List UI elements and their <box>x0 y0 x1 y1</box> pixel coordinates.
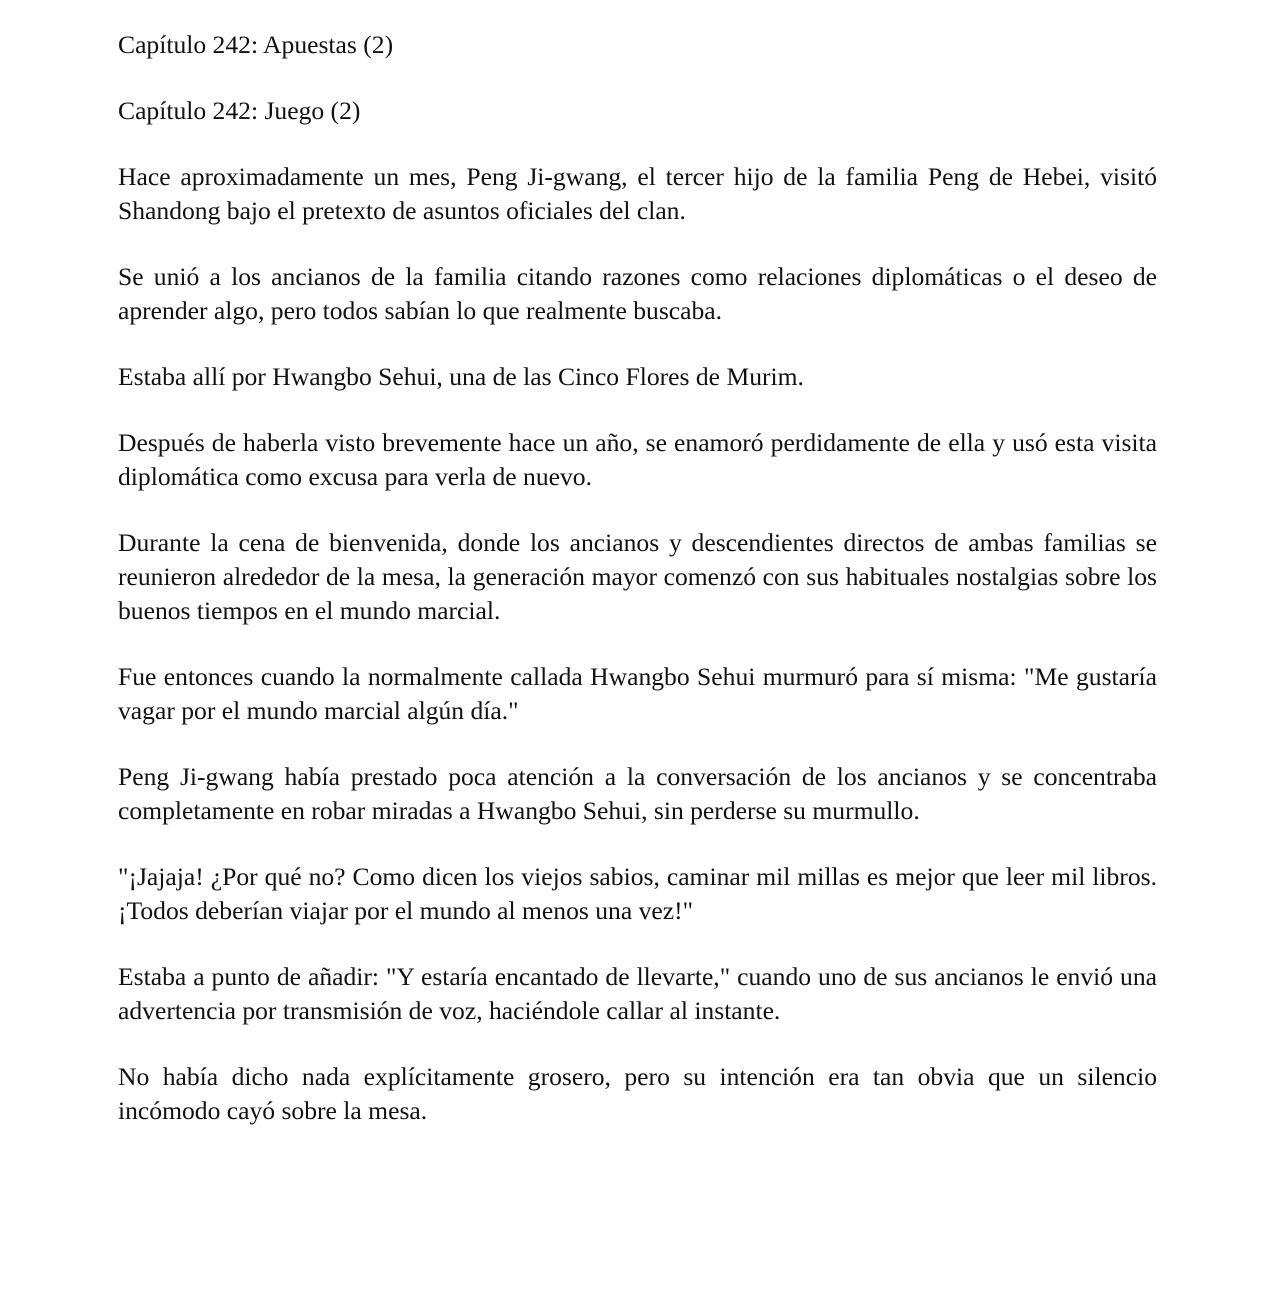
paragraph: "¡Jajaja! ¿Por qué no? Como dicen los viejos sabios, caminar mil millas es mejor que leer mil libros. ¡Todos deberían viajar por el mundo al menos una vez!" <box>118 862 1157 925</box>
paragraph: Peng Ji-gwang había prestado poca atención a la conversación de los ancianos y se concentraba completamente en robar miradas a Hwangbo Sehui, sin perderse su murmullo. <box>118 762 1157 825</box>
paragraph: Fue entonces cuando la normalmente callada Hwangbo Sehui murmuró para sí misma: "Me gustaría vagar por el mundo marcial algún día." <box>118 662 1157 725</box>
paragraph: Se unió a los ancianos de la familia citando razones como relaciones diplomáticas o el deseo de aprender algo, pero todos sabían lo que realmente buscaba. <box>118 262 1157 325</box>
paragraph: Estaba allí por Hwangbo Sehui, una de las Cinco Flores de Murim. <box>118 362 804 391</box>
chapter-title: Capítulo 242: Apuestas (2) <box>118 30 394 59</box>
paragraph: No había dicho nada explícitamente grosero, pero su intención era tan obvia que un silencio incómodo cayó sobre la mesa. <box>118 1062 1157 1125</box>
paragraph: Hace aproximadamente un mes, Peng Ji-gwang, el tercer hijo de la familia Peng de Hebei, visitó Shandong bajo el pretexto de asuntos oficiales del clan. <box>118 162 1157 225</box>
paragraph: Después de haberla visto brevemente hace un año, se enamoró perdidamente de ella y usó esta visita diplomática como excusa para verla de nuevo. <box>118 428 1157 491</box>
chapter-subtitle: Capítulo 242: Juego (2) <box>118 96 361 125</box>
document-page <box>118 28 1157 1128</box>
paragraph: Estaba a punto de añadir: "Y estaría encantado de llevarte," cuando uno de sus ancianos le envió una advertencia por transmisión de voz, haciéndole callar al instante. <box>118 962 1157 1025</box>
paragraph: Durante la cena de bienvenida, donde los ancianos y descendientes directos de ambas familias se reunieron alrededor de la mesa, la generación mayor comenzó con sus habituales nostalgias sobre los buenos tiempos en el mundo marcial. <box>118 528 1157 625</box>
